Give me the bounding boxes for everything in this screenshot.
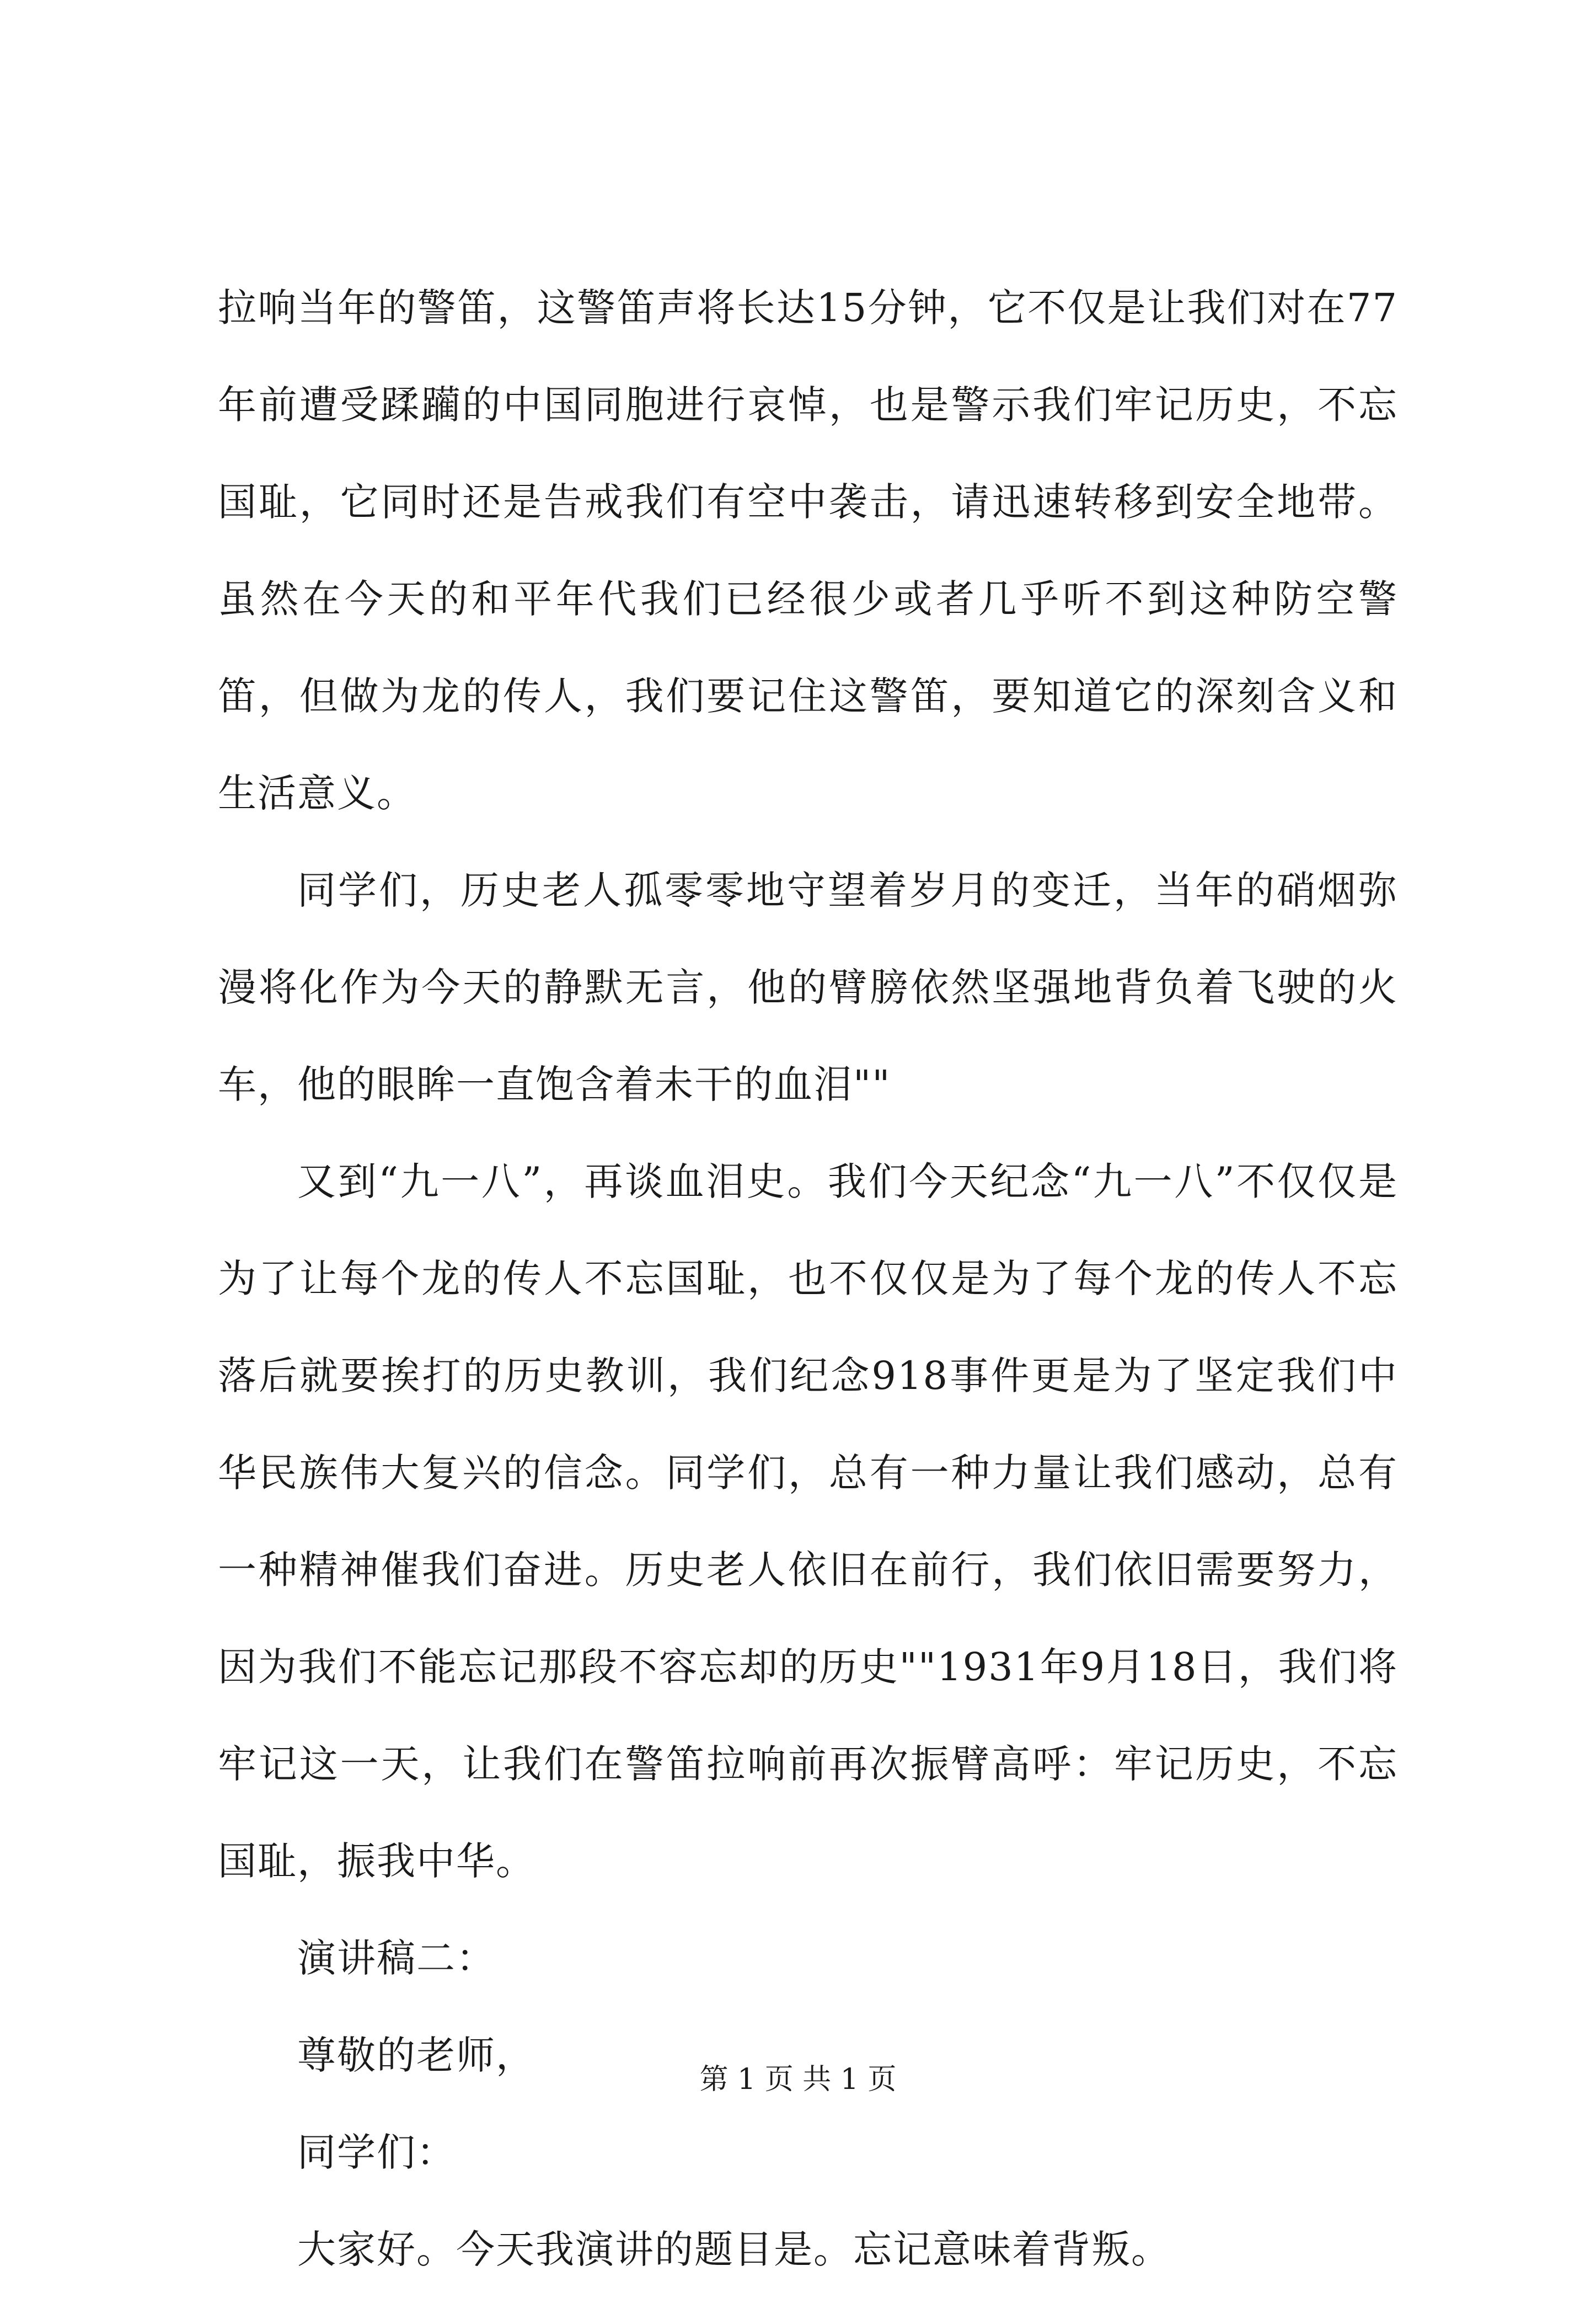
- speech-two-heading: 演讲稿二：: [297, 1936, 496, 1981]
- speech-title-line: 大家好。今天我演讲的题目是。忘记意味着背叛。: [297, 2227, 1171, 2272]
- paragraph-history-elder: 同学们，历史老人孤零零地守望着岁月的变迁，当年的硝烟弥漫将化作为今天的静默无言，他的臂膀依然坚强地背负着飞驶的火车，他的眼眸一直饱含着未干的血泪"": [218, 868, 1398, 1107]
- greeting-teachers: 尊敬的老师，: [297, 2033, 535, 2078]
- paragraph-nine-one-eight: 又到“九一八”，再谈血泪史。我们今天纪念“九一八”不仅仅是为了让每个龙的传人不忘国耻，也不仅仅是为了每个龙的传人不忘落后就要挨打的历史教训，我们纪念918事件更是为了坚定我们中华民族伟大复兴的信念。同学们，总有一种力量让我们感动，总有一种精神催我们奋进。历史老人依旧在前行，我们依旧需要努力，因为我们不能忘记那段不容忘却的历史""1931年9月18日，我们将牢记这一天，让我们在警笛拉响前再次振臂高呼：牢记历史，不忘国耻，振我中华。: [218, 1159, 1398, 1884]
- page-number-footer: 第 1 页 共 1 页: [699, 2063, 897, 2096]
- document-body: [218, 259, 1398, 2298]
- greeting-students: 同学们：: [297, 2130, 456, 2175]
- paragraph-siren: 拉响当年的警笛，这警笛声将长达15分钟，它不仅是让我们对在77年前遭受蹂躏的中国同胞进行哀悼，也是警示我们牢记历史，不忘国耻，它同时还是告戒我们有空中袭击，请迅速转移到安全地带。虽然在今天的和平年代我们已经很少或者几乎听不到这种防空警笛，但做为龙的传人，我们要记住这警笛，要知道它的深刻含义和生活意义。: [218, 285, 1398, 816]
